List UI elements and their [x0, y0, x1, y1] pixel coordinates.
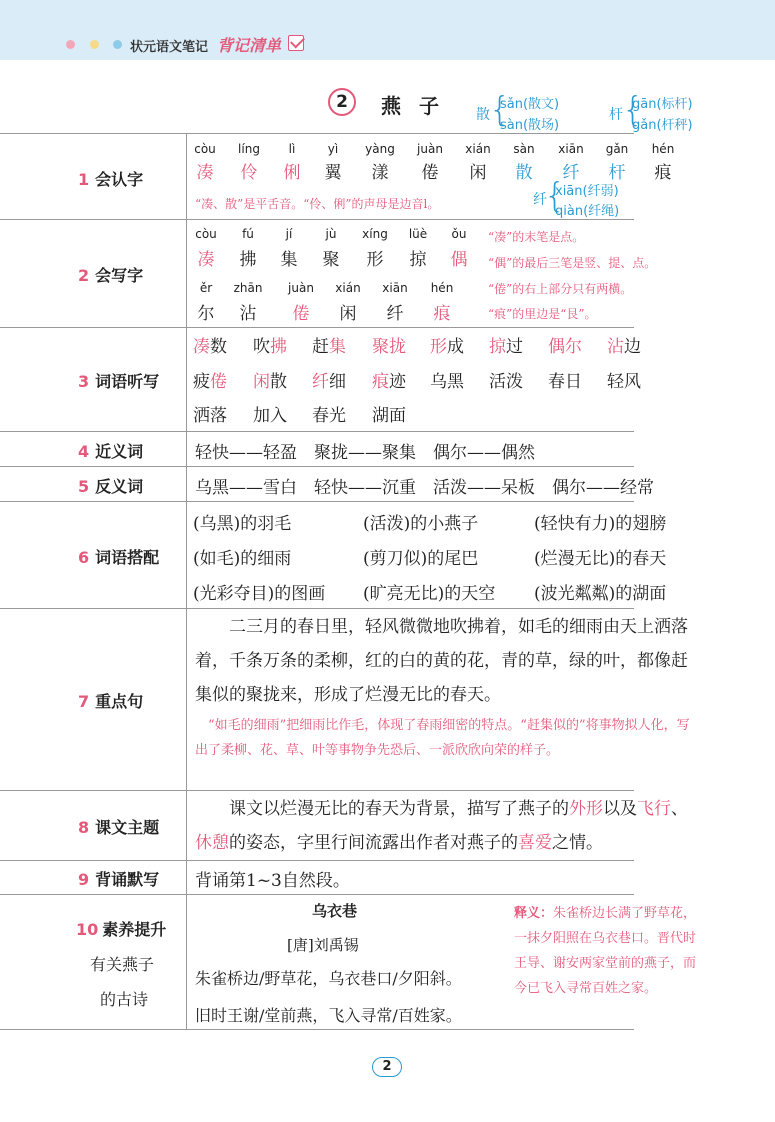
brace-icon: {: [622, 90, 644, 130]
char-item: 杆: [608, 163, 626, 183]
char-item: 掠: [409, 250, 427, 270]
char-item: 纤: [386, 304, 404, 324]
dictation-word: [372, 332, 406, 357]
section-note: “倦”的右上部分只有两横。: [488, 282, 633, 296]
word-highlight: 沾: [607, 337, 624, 357]
polyphone-reading: xiān(纤弱): [555, 184, 619, 199]
word-highlight: 闲: [253, 372, 270, 392]
poem-line: 旧时王谢/堂前燕，飞入寻常/百姓家。: [195, 1006, 462, 1025]
table-rule: [0, 790, 634, 791]
char-item: 聚: [322, 250, 340, 270]
word-highlight: 偶尔: [548, 337, 582, 357]
pinyin-label: fú: [242, 227, 254, 241]
pinyin-label: xiān: [558, 142, 584, 156]
pinyin-label: juàn: [288, 281, 314, 295]
key-sentence-note: “如毛的细雨”把细雨比作毛，体现了春雨细密的特点。“赶集似的”将事物拟人化，写出了柔柳、花、草、叶等事物争先恐后、一派欣欣向荣的样子。: [195, 718, 690, 758]
pinyin-label: ěr: [199, 281, 213, 295]
dictation-word: [372, 367, 406, 392]
word-rest: 细: [329, 372, 346, 392]
collocation-item: (轻快有力)的翅膀: [534, 514, 667, 534]
word-highlight: 聚拢: [372, 337, 406, 357]
dictation-word: [253, 367, 287, 392]
section-note: “偶”的最后三笔是竖、提、点。: [488, 256, 657, 270]
dictation-word: [312, 401, 346, 426]
section-label: 7 重点句: [78, 692, 144, 711]
dictation-word: [489, 367, 523, 392]
table-divider: [186, 133, 187, 1029]
poem-author: [唐]刘禹锡: [287, 936, 359, 954]
collocation-item: (光彩夺目)的图画: [193, 584, 326, 604]
dictation-word: [607, 367, 641, 392]
recite-task: 背诵第1~3自然段。: [195, 871, 350, 891]
word-rest: 洒落: [193, 406, 227, 426]
table-rule: [0, 1029, 634, 1030]
word-rest: 活泼: [489, 372, 523, 392]
dictation-word: [253, 401, 287, 426]
section-label: 2 会写字: [78, 266, 144, 285]
dictation-word: [193, 367, 227, 392]
collocation-item: (烂漫无比)的春天: [534, 549, 667, 569]
checkmark-icon: [288, 35, 304, 51]
poem-title: 乌衣巷: [312, 902, 358, 920]
char-item: 纤: [562, 163, 580, 183]
word-rest: 成: [447, 337, 464, 357]
word-highlight: 掠: [489, 337, 506, 357]
table-rule: [0, 608, 634, 609]
char-item: 尔: [197, 304, 215, 324]
char-item: 倦: [292, 304, 310, 324]
word-highlight: 倦: [210, 372, 227, 392]
char-item: 痕: [433, 304, 451, 324]
word-highlight: 纤: [312, 372, 329, 392]
word-rest: 加入: [253, 406, 287, 426]
char-item: 偶: [450, 250, 468, 270]
word-rest: 乌黑: [430, 372, 464, 392]
char-item: 漾: [371, 163, 389, 183]
word-rest: 迹: [389, 372, 406, 392]
section-note: “痕”的里边是“艮”。: [488, 307, 597, 321]
dictation-word: [489, 332, 523, 357]
key-sentence: 二三月的春日里，轻风微微地吹拂着，如毛的细雨由天上洒落着，千条万条的柔柳，红的白的黄的花，青的草，绿的叶，都像赶集似的聚拢来，形成了烂漫无比的春天。: [195, 617, 688, 705]
table-rule: [0, 466, 634, 467]
polyphone-char-san: 散: [476, 107, 490, 123]
char-item: 沾: [239, 304, 257, 324]
char-item: 形: [366, 250, 384, 270]
pinyin-label: xiān: [382, 281, 408, 295]
section-sublabel: 有关燕子: [90, 955, 155, 974]
poem-explanation: 释义：朱雀桥边长满了野草花，一抹夕阳照在乌衣巷口。晋代时王导、谢安两家堂前的燕子，而今已飞入寻常百姓之家。: [514, 906, 697, 996]
section-label: 5 反义词: [78, 477, 144, 496]
word-highlight: 集: [329, 337, 346, 357]
section-sublabel: 的古诗: [100, 990, 149, 1009]
collocation-item: (旷亮无比)的天空: [363, 584, 496, 604]
char-item: 闲: [469, 163, 487, 183]
table-rule: [0, 219, 634, 220]
dictation-word: [312, 332, 346, 357]
pinyin-label: lüè: [408, 227, 428, 241]
section-label: 9 背诵默写: [78, 870, 160, 889]
pinyin-label: jí: [285, 227, 293, 241]
yellow-dot-icon: [90, 40, 99, 49]
brace-icon: {: [544, 176, 566, 216]
section-label: 8 课文主题: [78, 818, 160, 837]
word-highlight: 凑: [193, 337, 210, 357]
table-rule: [0, 501, 634, 502]
page-number: 2: [372, 1057, 402, 1077]
pinyin-label: xíng: [362, 227, 388, 241]
table-rule: [0, 327, 634, 328]
dictation-word: [548, 367, 582, 392]
char-item: 俐: [283, 163, 301, 183]
section-label: 10 素养提升: [76, 920, 167, 939]
collocation-item: (乌黑)的羽毛: [193, 514, 292, 534]
word-highlight: 拂: [270, 337, 287, 357]
section-note: “凑”的末笔是点。: [488, 230, 585, 244]
pinyin-label: zhān: [233, 281, 263, 295]
theme-text: 课文以烂漫无比的春天为背景，描写了燕子的外形以及飞行、休憩的姿态，字里行间流露出作者对燕子的喜爱之情。: [195, 799, 688, 853]
char-item: 散: [515, 163, 533, 183]
pink-dot-icon: [66, 40, 75, 49]
poem-line: 朱雀桥边/野草花，乌衣巷口/夕阳斜。: [195, 969, 462, 988]
section-label: 3 词语听写: [78, 372, 160, 391]
pinyin-label: juàn: [417, 142, 443, 156]
pinyin-label: hén: [430, 281, 454, 295]
word-rest: 春日: [548, 372, 582, 392]
table-rule: [0, 894, 634, 895]
char-item: 痕: [654, 163, 672, 183]
dictation-word: [607, 332, 641, 357]
word-rest: 数: [210, 337, 227, 357]
table-rule: [0, 431, 634, 432]
table-rule: [0, 133, 634, 134]
word-highlight: 痕: [372, 372, 389, 392]
polyphone-reading: gān(标杆): [632, 97, 693, 112]
blue-dot-icon: [113, 40, 122, 49]
polyphone-char-gan: 杆: [609, 107, 623, 123]
pinyin-label: lì: [288, 142, 296, 156]
word-rest: 春光: [312, 406, 346, 426]
word-rest: 过: [506, 337, 523, 357]
word-rest: 疲: [193, 372, 210, 392]
antonyms: 乌黑——雪白 轻快——沉重 活泼——呆板 偶尔——经常: [195, 478, 654, 498]
section-label: 1 会认字: [78, 170, 144, 189]
pinyin-label: hén: [651, 142, 675, 156]
dictation-word: [372, 401, 406, 426]
pinyin-label: còu: [194, 142, 216, 156]
dictation-word: [430, 332, 464, 357]
char-item: 伶: [240, 163, 258, 183]
pinyin-label: sàn: [513, 142, 535, 156]
pinyin-label: jù: [325, 227, 337, 241]
pinyin-label: yì: [327, 142, 339, 156]
dictation-word: [193, 332, 227, 357]
word-highlight: 形: [430, 337, 447, 357]
pinyin-label: xián: [465, 142, 491, 156]
char-item: 闲: [339, 304, 357, 324]
dictation-word: [430, 367, 464, 392]
pinyin-label: ǒu: [451, 227, 467, 241]
word-rest: 轻风: [607, 372, 641, 392]
pinyin-label: líng: [238, 142, 260, 156]
polyphone-reading: sàn(散场): [500, 118, 560, 133]
word-rest: 边: [624, 337, 641, 357]
collocation-item: (波光粼粼)的湖面: [534, 584, 667, 604]
lesson-number: 2: [328, 88, 356, 116]
word-rest: 湖面: [372, 406, 406, 426]
section-note: “凑、散”是平舌音。“伶、俐”的声母是边音l。: [195, 197, 440, 211]
dictation-word: [312, 367, 346, 392]
section-label: 4 近义词: [78, 442, 144, 461]
polyphone-reading: sǎn(散文): [500, 97, 560, 112]
collocation-item: (活泼)的小燕子: [363, 514, 479, 534]
header-subtitle: 背记清单: [217, 36, 282, 55]
polyphone-char-qian: 纤: [533, 192, 547, 208]
brace-icon: {: [489, 90, 511, 130]
dictation-word: [253, 332, 287, 357]
char-item: 翼: [324, 163, 342, 183]
brand-name: 状元语文笔记: [130, 40, 209, 55]
section-label: 6 词语搭配: [78, 548, 160, 567]
collocation-item: (如毛)的细雨: [193, 549, 292, 569]
dictation-word: [193, 401, 227, 426]
polyphone-reading: qiàn(纤绳): [555, 204, 620, 219]
word-rest: 赶: [312, 337, 329, 357]
polyphone-reading: gǎn(杆秤): [632, 118, 693, 133]
word-rest: 吹: [253, 337, 270, 357]
char-item: 拂: [239, 250, 257, 270]
word-rest: 散: [270, 372, 287, 392]
lesson-title: 燕子: [381, 94, 457, 118]
table-rule: [0, 860, 634, 861]
char-item: 集: [280, 250, 298, 270]
pinyin-label: gǎn: [605, 142, 629, 156]
char-item: 凑: [196, 163, 214, 183]
pinyin-label: xián: [335, 281, 361, 295]
char-item: 凑: [197, 250, 215, 270]
synonyms: 轻快——轻盈 聚拢——聚集 偶尔——偶然: [195, 443, 535, 463]
char-item: 倦: [421, 163, 439, 183]
pinyin-label: yàng: [365, 142, 395, 156]
pinyin-label: còu: [195, 227, 217, 241]
dictation-word: [548, 332, 582, 357]
page-header: [0, 0, 775, 60]
collocation-item: (剪刀似)的尾巴: [363, 549, 479, 569]
